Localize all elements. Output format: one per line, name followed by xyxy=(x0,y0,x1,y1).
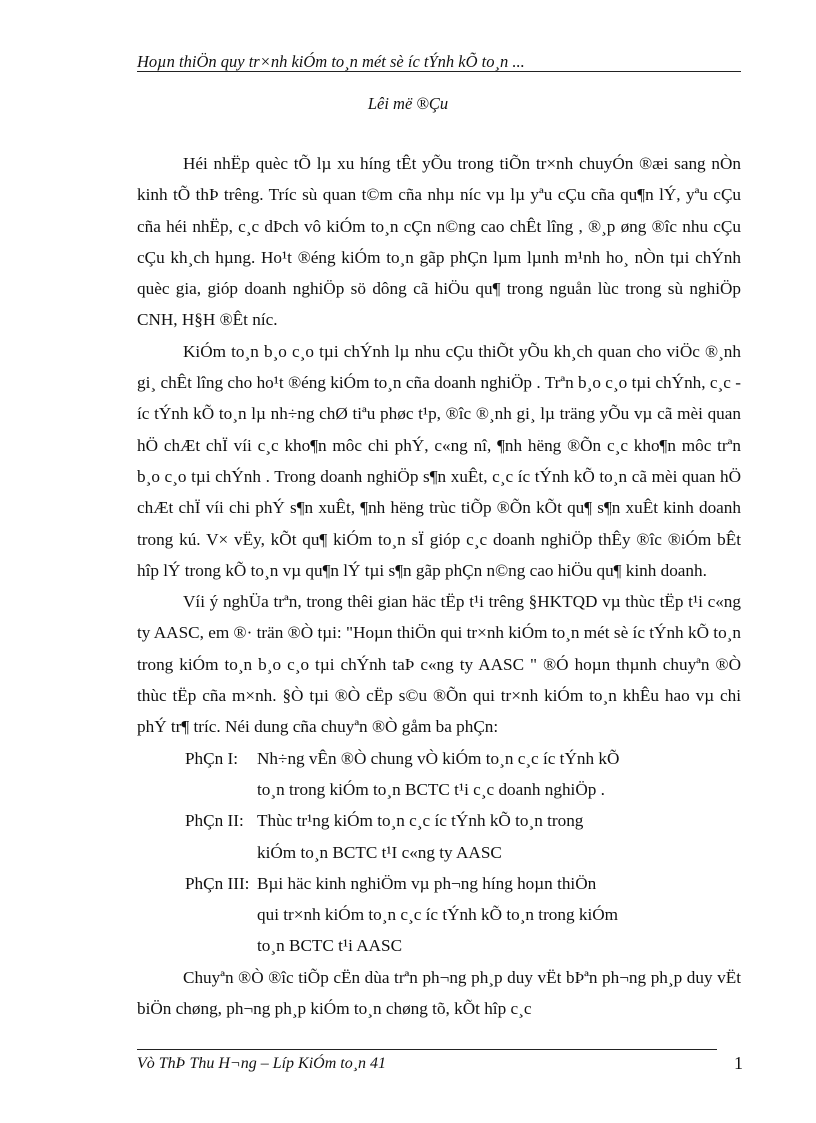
part-label: PhÇn I: xyxy=(185,748,239,768)
closing-line: Chuyªn ®Ò ®îc tiÕp cËn dùa trªn ph¬ng ph¸p duy vËt bÞªn ph¬ng xyxy=(183,967,647,987)
part-item xyxy=(137,805,741,868)
part-line: qui tr×nh kiÓm to¸n c¸c íc tÝnh kÕ to¸n trong kiÓm xyxy=(257,905,619,925)
part-line: Bµi häc kinh nghiÖm vµ ph¬ng híng hoµn thiÖn xyxy=(257,873,597,893)
footer-rule xyxy=(137,1049,717,1050)
footer-author: Vò ThÞ Thu H¬ng – Líp KiÓm to¸n 41 xyxy=(137,1055,387,1072)
part-line: Thùc tr¹ng kiÓm to¸n c¸c íc tÝnh kÕ to¸n trong xyxy=(257,811,584,831)
closing-line: ph¸p duy vËt biÖn chøng, ph¬ng ph¸p kiÓm to¸n chøng tõ, kÕt hîp c¸c xyxy=(137,967,741,1019)
part-item xyxy=(137,743,741,806)
page-number: 1 xyxy=(734,1053,743,1073)
running-header: Hoµn thiÖn quy tr×nh kiÓm to¸n mét sè íc tÝnh kÕ to¸n ... xyxy=(137,52,525,71)
part-line: kiÓm to¸n BCTC t¹I c«ng ty AASC xyxy=(257,842,502,862)
paragraph-closing xyxy=(137,962,741,1025)
header-rule xyxy=(137,71,741,72)
parts-list xyxy=(137,743,741,962)
part-item xyxy=(137,868,741,962)
document-body xyxy=(137,148,741,1024)
part-line: to¸n BCTC t¹i AASC xyxy=(257,936,403,956)
part-label: PhÇn III: xyxy=(185,873,250,893)
paragraph-1: Héi nhËp quèc tÕ lµ xu híng tÊt yÕu trong tiÕn tr×nh chuyÓn ®æi sang nÒn kinh tÕ thÞ trêng. Tríc sù quan t©m cña nhµ níc vµ lµ yªu cÇu cña qu¶n lÝ, yªu cÇu cña héi nhËp, c¸c dÞch vô kiÓm to¸n cÇn n©ng cao chÊt lîng , ®¸p øng ®îc nhu cÇu cÇu kh¸ch hµng. Ho¹t ®éng kiÓm to¸n gãp phÇn lµm lµnh m¹nh ho¸ nÒn tµi chÝnh quèc gia, gióp doanh nghiÖp sö dông cã hiÖu qu¶ trong nguån lùc trong sù nghiÖp CNH, H§H ®Êt níc. xyxy=(137,154,741,330)
part-label: PhÇn II: xyxy=(185,811,244,831)
part-line: Nh÷ng vÊn ®Ò chung vÒ kiÓm to¸n c¸c íc tÝnh kÕ xyxy=(257,748,620,768)
page-title: Lêi më ®Çu xyxy=(367,94,449,113)
paragraph-2: KiÓm to¸n b¸o c¸o tµi chÝnh lµ nhu cÇu thiÕt yÕu kh¸ch quan cho viÖc ®¸nh gi¸ chÊt lîng cho ho¹t ®éng kiÓm to¸n cña doanh nghiÖp . Trªn b¸o c¸o tµi chÝnh, c¸c íc tÝnh kÕ to¸n lµ nh÷ng chØ tiªu phøc t¹p, ®îc ®¸nh gi¸ lµ träng yÕu vµ cã mèi quan hÖ chÆt chÏ víi c¸c kho¶n môc chi phÝ, c«ng nî, ¶nh hëng ®Õn c¸c kho¶n môc trªn b¸o c¸o tµi chÝnh . Trong doanh nghiÖp s¶n xuÊt, c¸c íc tÝnh kÕ to¸n cã mèi quan hÖ chÆt chÏ víi chi phÝ s¶n xuÊt, ¶nh hëng trùc tiÕp ®Õn kÕt qu¶ s¶n xuÊt kinh doanh trong kú. V× vËy, kÕt qu¶ kiÓm to¸n sÏ gióp c¸c doanh nghiÖp thÊy ®îc ®iÓm bÊt hîp lÝ trong kÕ to¸n vµ qu¶n lÝ tµi s¶n gãp phÇn n©ng cao hiÖu qu¶ kinh doanh. xyxy=(137,341,741,580)
part-line: to¸n trong kiÓm to¸n BCTC t¹i c¸c doanh nghiÖp . xyxy=(257,779,605,799)
paragraph-3: Víi ý nghÜa trªn, trong thêi gian häc tËp t¹i trêng §HKTQD vµ thùc tËp t¹i c«ng ty AASC, em ®· trän ®Ò tµi: "Hoµn thiÖn qui tr×nh kiÓm to¸n mét sè íc tÝnh kÕ to¸n trong kiÓm to¸n b¸o c¸o tµi chÝnh taÞ c«ng ty AASC " ®Ó hoµn thµnh chuyªn ®Ò thùc tËp cña m×nh. §Ò tµi ®Ò cËp s©u ®Õn qui tr×nh kiÓm to¸n khÊu hao vµ chi phÝ tr¶ tríc. Néi dung cña chuyªn ®Ò gåm ba phÇn: xyxy=(137,592,741,737)
